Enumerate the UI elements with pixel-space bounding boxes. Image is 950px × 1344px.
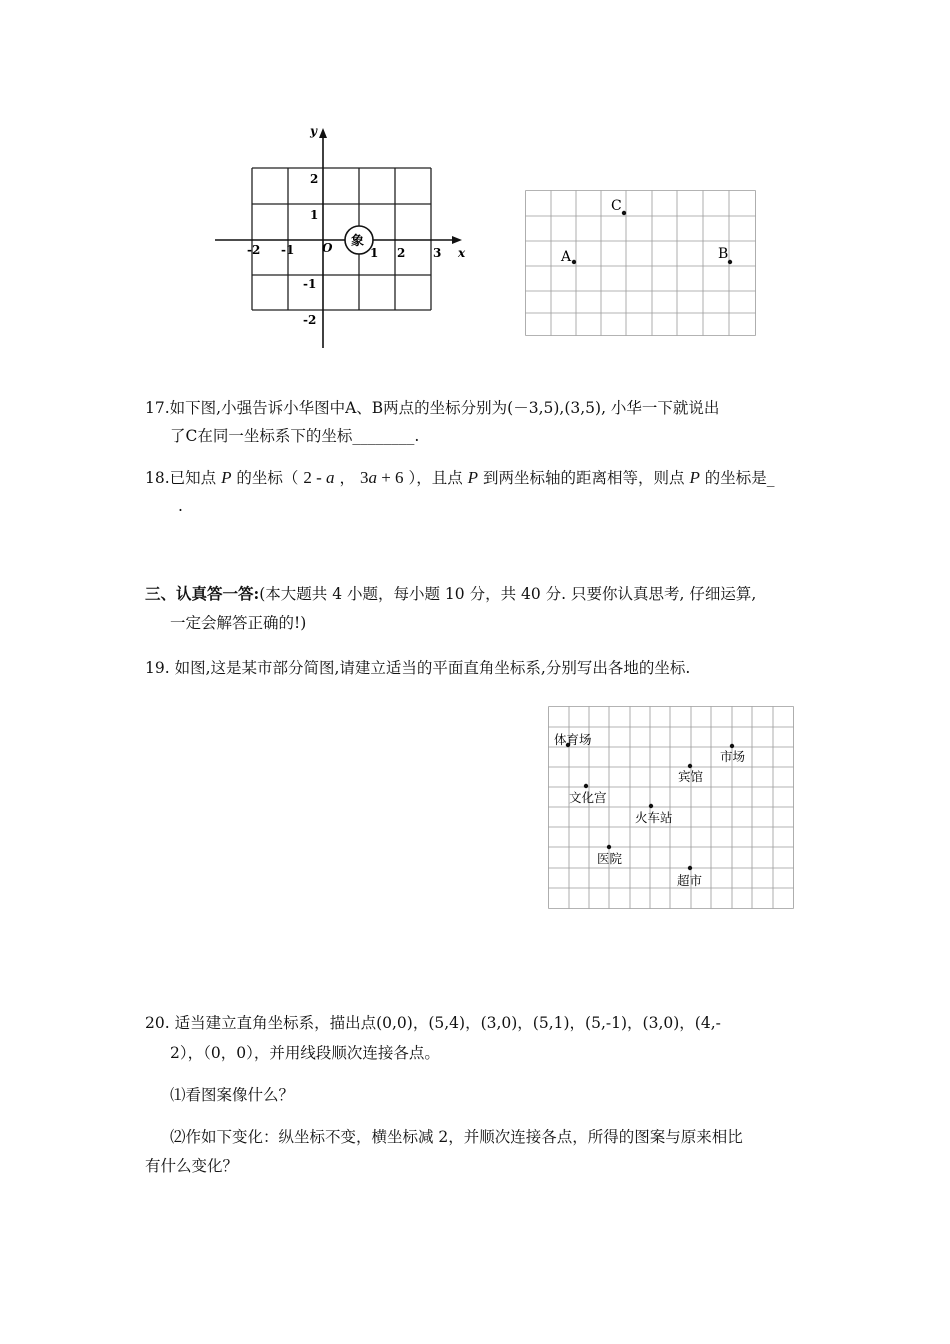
- place-label-market: 市场: [720, 749, 746, 764]
- q18-var-p: P: [689, 468, 700, 487]
- q18-text: ），且点: [408, 469, 463, 487]
- place-dot-hospital: [607, 845, 611, 849]
- axes: [215, 134, 456, 348]
- q18-comma: ，: [339, 469, 355, 487]
- x-tick: -1: [281, 243, 295, 257]
- x-axis-label: x: [458, 246, 466, 260]
- q19-text: 19. 如图,这是某市部分简图,请建立适当的平面直角坐标系,分别写出各地的坐标.: [145, 659, 691, 677]
- point-b-label: B: [718, 246, 729, 262]
- place-dot-supermarket: [688, 866, 692, 870]
- y-tick: -1: [303, 277, 317, 291]
- point-a-dot: [572, 260, 576, 264]
- y-tick: 1: [310, 208, 319, 222]
- place-dot-market: [730, 744, 734, 748]
- figure-abc-grid: [520, 185, 765, 343]
- q18-expr: [360, 468, 404, 487]
- place-label-culture-palace: 文化宫: [569, 790, 607, 805]
- section3-title: 三、认真答一答:: [145, 584, 260, 603]
- y-axis-arrow: [319, 128, 327, 138]
- q20-sub1: ⑴看图案像什么？: [170, 1086, 295, 1104]
- grid-lines: [252, 168, 431, 310]
- place-label-hospital: 医院: [597, 851, 623, 866]
- q18-text: 18.已知点: [145, 469, 217, 487]
- figure-city-map: [544, 702, 800, 914]
- place-dot-culture-palace: [584, 784, 588, 788]
- place-label-train-station: 火车站: [635, 810, 673, 825]
- origin-label: O: [322, 241, 333, 255]
- place-dot-train-station: [649, 804, 653, 808]
- q17-line2: 了C在同一坐标系下的坐标________.: [170, 427, 420, 445]
- point-c-label: C: [611, 198, 622, 214]
- section3-line2: 一定会解答正确的!): [170, 614, 307, 632]
- chess-piece-label: 象: [351, 234, 365, 249]
- q20-line2: 2），（0，0），并用线段顺次连接各点。: [170, 1044, 440, 1062]
- place-dot-hotel: [688, 764, 692, 768]
- q20-sub2-line2: 有什么变化？: [145, 1157, 239, 1175]
- y-tick: 2: [310, 172, 319, 186]
- figure-coordinate-grid: [210, 120, 470, 355]
- x-tick: -2: [247, 243, 261, 257]
- q18-expr-part: 2 -: [303, 468, 327, 487]
- point-b-dot: [728, 260, 732, 264]
- q18-var-p: P: [467, 468, 479, 487]
- x-axis-arrow: [452, 236, 462, 244]
- q17-line1: 17.如下图,小强告诉小华图中A、B两点的坐标分别为(－3,5),(3,5), 小华一下就说出: [145, 399, 720, 417]
- point-a-label: A: [561, 249, 572, 265]
- q18-expr: [303, 468, 334, 487]
- q20-sub2-line1: ⑵作如下变化：纵坐标不变，横坐标减 2，并顺次连接各点，所得的图案与原来相比: [170, 1128, 743, 1146]
- point-c-dot: [622, 211, 626, 215]
- q20-line1: 20. 适当建立直角坐标系，描出点(0,0)，(5,4)，(3,0)，(5,1)，(5,-1)，(3,0)，(4,-: [145, 1014, 721, 1032]
- place-label-hotel: 宾馆: [678, 769, 704, 784]
- q18-var-a: a: [326, 468, 335, 487]
- section3-line1: [145, 582, 756, 604]
- x-tick: 3: [433, 246, 442, 260]
- q18-line2: .: [178, 497, 183, 515]
- q18-var-a: a: [368, 468, 377, 487]
- abc-grid-lines: [526, 191, 756, 336]
- y-tick: -2: [303, 313, 317, 327]
- q18-expr-part: 3: [359, 468, 369, 487]
- q18-var-p: P: [221, 468, 232, 487]
- q18-text: 的坐标（: [236, 469, 299, 487]
- q18-line1: [145, 466, 775, 488]
- section3-desc: (本大题共 4 小题，每小题 10 分，共 40 分. 只要你认真思考, 仔细运算,: [259, 585, 757, 603]
- place-label-supermarket: 超市: [677, 873, 703, 888]
- q18-text: 的坐标是_: [704, 469, 775, 487]
- y-axis-label: y: [310, 124, 317, 138]
- q18-text: 到两坐标轴的距离相等，则点: [483, 469, 685, 487]
- x-tick: 1: [370, 246, 379, 260]
- x-tick: 2: [397, 246, 406, 260]
- q18-expr-part: + 6: [376, 468, 404, 487]
- place-label-stadium: 体育场: [554, 732, 592, 747]
